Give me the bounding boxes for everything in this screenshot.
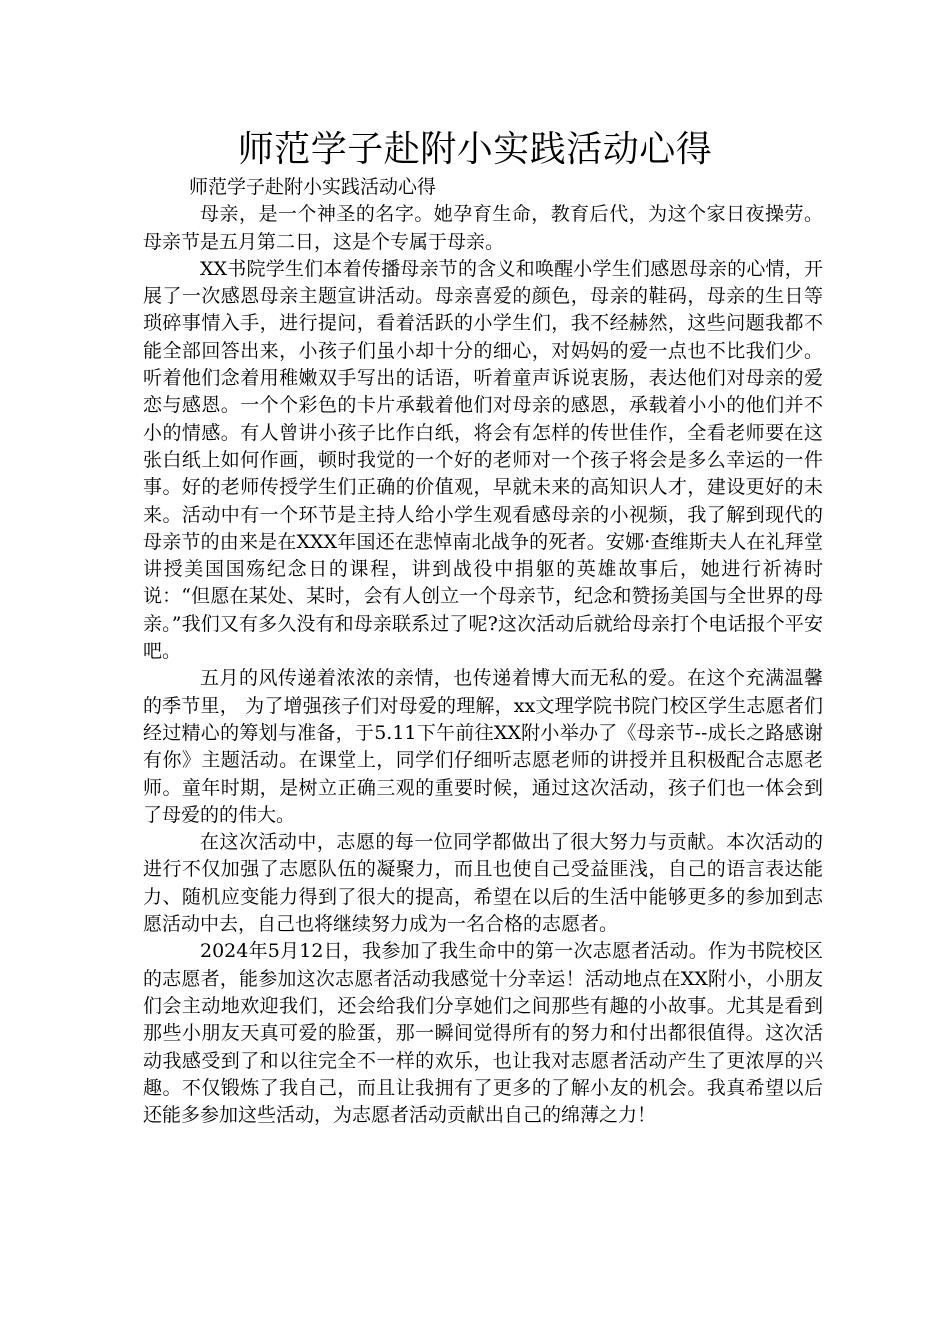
document-body xyxy=(143,174,823,1129)
document-title: 师范学子赴附小实践活动心得 xyxy=(237,129,713,170)
paragraph-5: 2024年5月12日，我参加了我生命中的第一次志愿者活动。作为书院校区的志愿者，能参加这次志愿者活动我感觉十分幸运！活动地点在XX附小，小朋友们会主动地欢迎我们，还会给我们分享她们之间那些有趣的小故事。尤其是看到那些小朋友天真可爱的脸蛋，那一瞬间觉得所有的努力和付出都很值得。这次活动我感受到了和以往完全不一样的欢乐，也让我对志愿者活动产生了更浓厚的兴趣。不仅锻炼了我自己，而且让我拥有了更多的了解小友的机会。我真希望以后还能多参加这些活动，为志愿者活动贡献出自己的绵薄之力！ xyxy=(143,940,823,1127)
paragraph-1: 母亲，是一个神圣的名字。她孕育生命，教育后代，为这个家日夜操劳。母亲节是五月第二日，这是个专属于母亲。 xyxy=(143,203,823,253)
paragraph-4: 在这次活动中，志愿的每一位同学都做出了很大努力与贡献。本次活动的进行不仅加强了志愿队伍的凝聚力，而且也使自己受益匪浅，自己的语言表达能力、随机应变能力得到了很大的提高，希望在以后的生活中能够更多的参加到志愿活动中去，自己也将继续努力成为一名合格的志愿者。 xyxy=(143,831,823,936)
paragraph-3: 五月的风传递着浓浓的亲情，也传递着博大而无私的爱。在这个充满温馨的季节里， 为了增强孩子们对母爱的理解，xx文理学院书院门校区学生志愿者们经过精心的筹划与准备，于5.11下午前往XX附小举办了《母亲节--成长之路感谢有你》主题活动。在课堂上，同学们仔细听志愿老师的讲授并且积极配合志愿老师。童年时期，是树立正确三观的重要时候，通过这次活动，孩子们也一体会到了母爱的的伟大。 xyxy=(143,667,823,826)
document-subtitle: 师范学子赴附小实践活动心得 xyxy=(189,176,437,198)
paragraph-2: XX书院学生们本着传播母亲节的含义和唤醒小学生们感恩母亲的心情，开展了一次感恩母亲主题宣讲活动。母亲喜爱的颜色，母亲的鞋码，母亲的生日等琐碎事情入手，进行提问，看着活跃的小学生们，我不经赫然，这些问题我都不能全部回答出来，小孩子们虽小却十分的细心，对妈妈的爱一点也不比我们少。听着他们念着用稚嫩双手写出的话语，听着童声诉说衷肠，表达他们对母亲的爱恋与感恩。一个个彩色的卡片承载着他们对母亲的感恩，承载着小小的他们并不小的情感。有人曾讲小孩子比作白纸，将会有怎样的传世佳作，全看老师要在这张白纸上如何作画，顿时我觉的一个好的老师对一个孩子将会是多么幸运的一件事。好的老师传授学生们正确的价值观，早就未来的高知识人才，建设更好的未来。活动中有一个环节是主持人给小学生观看感母亲的小视频，我了解到现代的母亲节的由来是在XXX年国还在悲悼南北战争的死者。安娜·查维斯夫人在礼拜堂讲授美国国殇纪念日的课程，讲到战役中捐躯的英雄故事后，她进行祈祷时说：“但愿在某处、某时，会有人创立一个母亲节，纪念和赞扬美国与全世界的母亲。”我们又有多久没有和母亲联系过了呢?这次活动后就给母亲打个电话报个平安吧。 xyxy=(143,257,823,663)
